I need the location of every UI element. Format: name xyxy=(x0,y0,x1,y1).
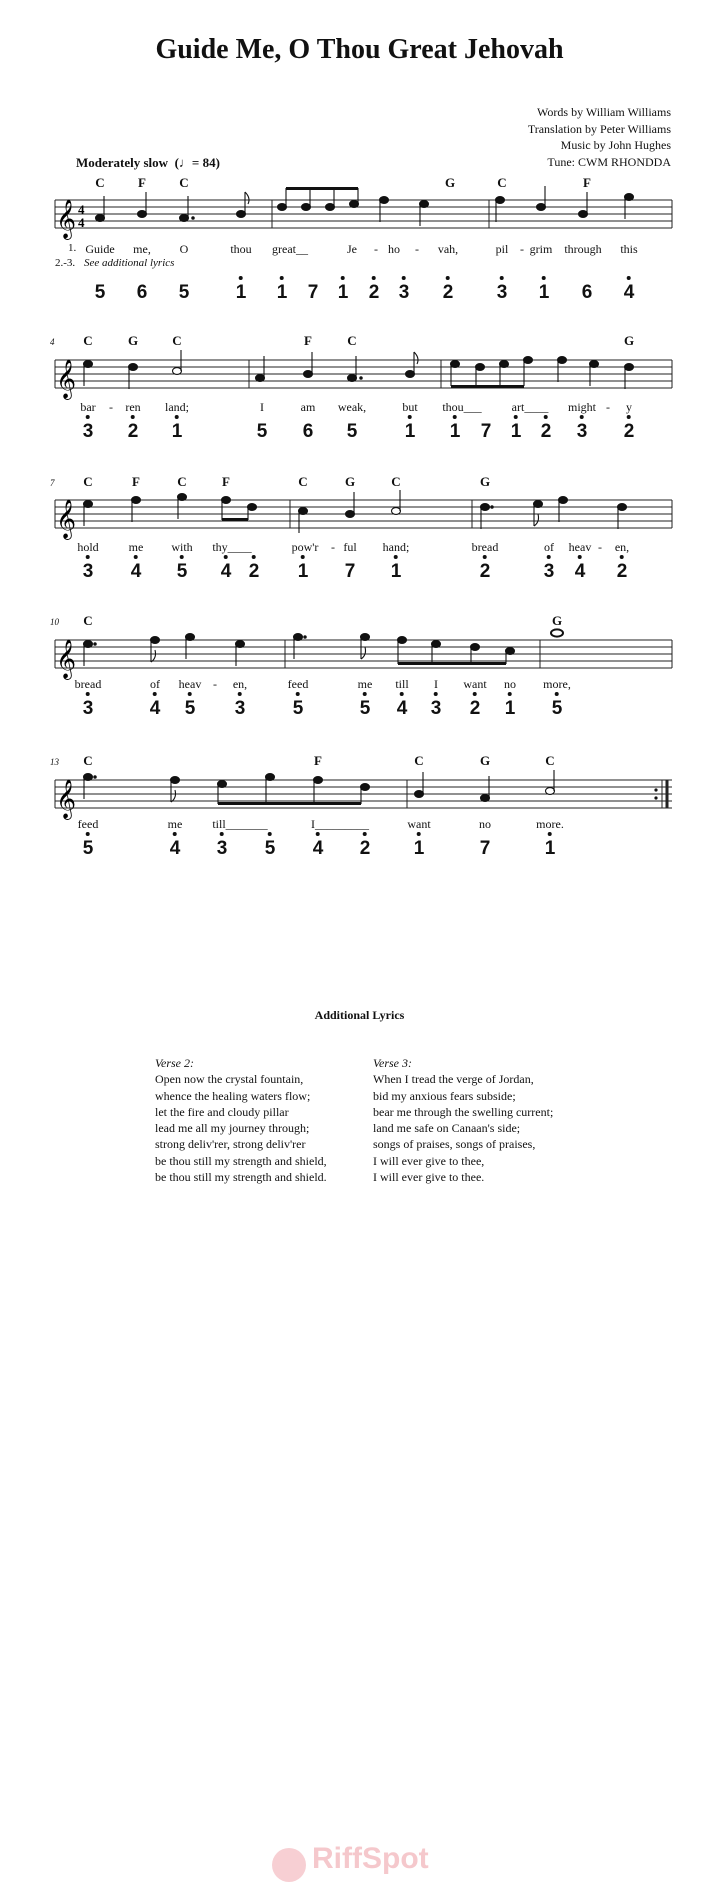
scale-degree: 5 xyxy=(265,838,276,860)
verse-label: 1. xyxy=(68,242,77,254)
scale-degree: 1 xyxy=(511,421,522,443)
lyric: more, xyxy=(543,677,571,691)
lyric: - xyxy=(213,677,217,691)
lyric: - xyxy=(331,540,335,554)
lyric: no xyxy=(479,817,491,831)
scale-degree: 7 xyxy=(344,561,356,582)
lyric: weak, xyxy=(337,400,367,414)
lyric: heav xyxy=(568,540,592,554)
chord: G xyxy=(444,175,456,190)
scale-degree: 7 xyxy=(480,421,492,442)
verse-3 xyxy=(373,1055,553,1185)
scale-degree: 5 xyxy=(256,421,268,442)
lyric: - xyxy=(520,242,524,256)
scale-degree: 2 xyxy=(249,561,260,583)
verse-line: land me safe on Canaan's side; xyxy=(373,1121,521,1136)
verse-2 xyxy=(155,1055,327,1185)
scale-degree: 2 xyxy=(470,698,481,720)
scale-degree: 3 xyxy=(544,561,555,583)
staff-1 xyxy=(0,190,719,240)
credits xyxy=(528,104,671,170)
chord: F xyxy=(138,175,146,190)
treble-clef-icon: 𝄞 xyxy=(56,199,77,239)
lyric: ful xyxy=(343,540,357,554)
lyric: me xyxy=(128,540,144,554)
scale-degree: 5 xyxy=(360,698,371,720)
verse-line: I will ever give to thee. xyxy=(373,1170,485,1185)
lyric: am xyxy=(300,400,316,414)
lyric: thy____ xyxy=(212,540,252,554)
lyric: feed xyxy=(287,677,309,691)
lyric: I_________ xyxy=(311,817,369,831)
treble-clef-icon: 𝄞 xyxy=(56,779,77,819)
lyric: more. xyxy=(536,817,564,831)
lyric: till_______ xyxy=(212,817,268,831)
lyric: hand; xyxy=(382,540,410,554)
lyric: - xyxy=(606,400,610,414)
chord: C xyxy=(414,753,424,768)
lyric: land; xyxy=(165,400,189,414)
lyric: I xyxy=(260,400,264,414)
scale-degree: 3 xyxy=(217,838,228,860)
repeat-dot xyxy=(654,796,657,799)
scale-degree: 7 xyxy=(307,282,319,303)
verse-2-label: Verse 2: xyxy=(155,1056,194,1070)
verse-line: lead me all my journey through; xyxy=(155,1121,310,1136)
chord: C xyxy=(95,175,105,190)
scale-degree: 1 xyxy=(298,561,309,583)
svg-text:4: 4 xyxy=(78,215,85,230)
lyric: feed xyxy=(77,817,99,831)
lyric: Je xyxy=(347,242,357,256)
lyric: en, xyxy=(614,540,630,554)
staff-3 xyxy=(0,490,719,540)
measure-number: 4 xyxy=(50,337,55,347)
scale-degree: 6 xyxy=(581,282,593,303)
lyric: bread xyxy=(74,677,102,691)
chord: C xyxy=(179,175,189,190)
lyric: Guide xyxy=(85,242,115,256)
lyric: want xyxy=(407,817,431,831)
lyric: vah, xyxy=(437,242,459,256)
scale-degree: 4 xyxy=(170,838,181,860)
scale-degree: 4 xyxy=(313,838,324,860)
lyric: till xyxy=(395,677,409,691)
lyric: of xyxy=(544,540,554,554)
see-additional-lyrics: See additional lyrics xyxy=(84,257,175,269)
scale-degree: 3 xyxy=(497,282,508,304)
lyric: thou xyxy=(230,242,252,256)
lyric: heav xyxy=(178,677,202,691)
lyric: with xyxy=(171,540,193,554)
scale-degree: 5 xyxy=(94,282,106,303)
scale-degree: 3 xyxy=(83,421,94,443)
chord: C xyxy=(391,474,401,489)
tempo-text: Moderately slow xyxy=(76,155,169,170)
scale-degree: 4 xyxy=(397,698,408,720)
staff-5 xyxy=(0,770,719,820)
chord: C xyxy=(83,474,93,489)
chord: F xyxy=(314,753,322,768)
credit-words: Words by William Williams xyxy=(537,105,671,119)
lyric: art____ xyxy=(511,400,549,414)
lyric: I xyxy=(434,677,438,691)
lyric: O xyxy=(179,242,189,256)
lyric: ren xyxy=(125,400,141,414)
lyric: of xyxy=(150,677,160,691)
chord: G xyxy=(479,474,491,489)
lyric: pil xyxy=(495,242,509,256)
chord: C xyxy=(347,333,357,348)
measure-number: 10 xyxy=(50,617,59,627)
scale-degree: 3 xyxy=(235,698,246,720)
verse-line: songs of praises, songs of praises, xyxy=(373,1137,536,1152)
chord: C xyxy=(298,474,308,489)
scale-degree: 5 xyxy=(178,282,190,303)
verse-line: whence the healing waters flow; xyxy=(155,1088,311,1103)
chord: C xyxy=(497,175,507,190)
credit-translation: Translation by Peter Williams xyxy=(527,121,671,136)
verse-line: Open now the crystal fountain, xyxy=(155,1072,304,1087)
lyric: ho xyxy=(388,242,400,256)
scale-degree: 4 xyxy=(150,698,161,720)
scale-degree: 6 xyxy=(136,282,148,303)
lyric: - xyxy=(374,242,378,256)
lyric: en, xyxy=(232,677,248,691)
scale-degree: 5 xyxy=(346,421,358,442)
lyric: me xyxy=(167,817,183,831)
staff-4 xyxy=(0,630,719,680)
scale-degree: 1 xyxy=(505,698,516,720)
verse-line: be thou still my strength and shield, xyxy=(155,1153,327,1168)
scale-degree: 5 xyxy=(185,698,196,720)
chord: G xyxy=(551,613,563,628)
riffspot-logo: RiffSpot xyxy=(312,1842,429,1875)
chord: F xyxy=(132,474,140,489)
verse-line: bear me through the swelling current; xyxy=(373,1104,554,1119)
chord: G xyxy=(127,333,139,348)
verse-line: let the fire and cloudy pillar xyxy=(155,1104,289,1119)
scale-degree: 3 xyxy=(577,421,588,443)
lyric: grim xyxy=(529,242,553,256)
lyric: me xyxy=(357,677,373,691)
scale-degree: 4 xyxy=(575,561,586,583)
scale-degree: 1 xyxy=(172,421,183,443)
measure-number: 7 xyxy=(50,478,55,488)
scale-degree: 5 xyxy=(552,698,563,720)
scale-degree: 2 xyxy=(443,282,454,304)
scale-degree: 5 xyxy=(293,698,304,720)
scale-degree: 1 xyxy=(236,282,247,304)
verse-line: strong deliv'rer, strong deliv'rer xyxy=(155,1137,306,1152)
chord: F xyxy=(222,474,230,489)
chord: C xyxy=(177,474,187,489)
chord: G xyxy=(479,753,491,768)
lyric: thou___ xyxy=(442,400,482,414)
chord: C xyxy=(83,613,93,628)
scale-degree: 4 xyxy=(221,561,232,583)
lyric: - xyxy=(598,540,602,554)
lyric: might xyxy=(567,400,597,414)
staff-2 xyxy=(0,350,719,400)
chord: G xyxy=(344,474,356,489)
scale-degree: 5 xyxy=(83,838,94,860)
lyric: but xyxy=(402,400,418,414)
chord: C xyxy=(83,753,93,768)
scale-degree: 1 xyxy=(539,282,550,304)
lyric: no xyxy=(504,677,516,691)
verse-label: 2.-3. xyxy=(55,257,76,269)
tempo-marking: Moderately slow (♩= 84) xyxy=(76,155,220,170)
lyric: great__ xyxy=(272,242,308,256)
repeat-dot xyxy=(654,788,657,791)
scale-degree: 4 xyxy=(624,282,635,304)
tempo-bpm: = 84 xyxy=(191,155,216,170)
svg-text:4: 4 xyxy=(78,202,85,217)
additional-lyrics-heading: Additional Lyrics xyxy=(314,1008,405,1022)
verse-line: be thou still my strength and shield. xyxy=(155,1170,327,1185)
scale-degree: 1 xyxy=(545,838,556,860)
credit-tune: Tune: CWM RHONDDA xyxy=(547,154,671,169)
scale-degree: 2 xyxy=(624,421,635,443)
lyric: pow'r xyxy=(291,540,319,554)
lyric: want xyxy=(463,677,487,691)
verse-3-label: Verse 3: xyxy=(373,1056,412,1070)
treble-clef-icon: 𝄞 xyxy=(56,639,77,679)
chord: F xyxy=(304,333,312,348)
scale-degree: 3 xyxy=(83,698,94,720)
credit-music: Music by John Hughes xyxy=(560,138,671,152)
chord: C xyxy=(172,333,182,348)
scale-degree: 2 xyxy=(369,282,380,304)
chord: C xyxy=(545,753,555,768)
measure-number: 13 xyxy=(50,757,59,767)
lyric: this xyxy=(620,242,638,256)
lyric: y xyxy=(626,400,632,414)
scale-degree: 1 xyxy=(338,282,349,304)
verse-line: When I tread the verge of Jordan, xyxy=(373,1072,534,1087)
scale-degree: 2 xyxy=(360,838,371,860)
scale-degree: 5 xyxy=(177,561,188,583)
lyric: - xyxy=(415,242,419,256)
scale-degree: 2 xyxy=(480,561,491,583)
riffspot-logo-icon xyxy=(272,1848,306,1882)
chord: F xyxy=(583,175,591,190)
scale-degree: 1 xyxy=(277,282,288,304)
treble-clef-icon: 𝄞 xyxy=(56,359,77,399)
lyric: bar xyxy=(80,400,96,414)
verse-line: I will ever give to thee, xyxy=(373,1153,485,1168)
scale-degree: 1 xyxy=(450,421,461,443)
chord: C xyxy=(83,333,93,348)
scale-degree: 3 xyxy=(431,698,442,720)
scale-degree: 4 xyxy=(131,561,142,583)
scale-degree: 3 xyxy=(83,561,94,583)
lyric: - xyxy=(109,400,113,414)
quarter-note-icon: ♩ xyxy=(178,155,192,170)
lyric: hold xyxy=(77,540,99,554)
scale-degree: 1 xyxy=(391,561,402,583)
scale-degree: 2 xyxy=(128,421,139,443)
lyric: me, xyxy=(133,242,151,256)
scale-degree: 7 xyxy=(479,838,491,859)
treble-clef-icon: 𝄞 xyxy=(56,499,77,539)
scale-degree: 1 xyxy=(414,838,425,860)
scale-degree: 1 xyxy=(405,421,416,443)
scale-degree: 2 xyxy=(541,421,552,443)
lyric: through xyxy=(564,242,602,256)
song-title: Guide Me, O Thou Great Jehovah xyxy=(155,34,564,65)
scale-degree: 2 xyxy=(617,561,628,583)
lyric: bread xyxy=(471,540,499,554)
chord: G xyxy=(623,333,635,348)
scale-degree: 6 xyxy=(302,421,314,442)
verse-line: bid my anxious fears subside; xyxy=(373,1088,516,1103)
scale-degree: 3 xyxy=(399,282,410,304)
